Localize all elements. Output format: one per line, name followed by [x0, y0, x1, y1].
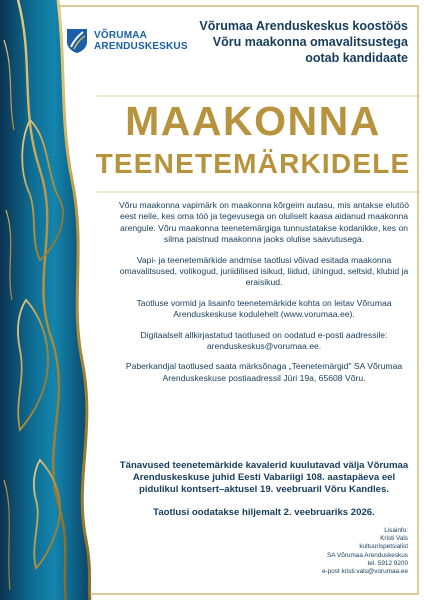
announcement: Tänavused teenetemärkide kavalerid kuulutavad välja Võrumaa Arenduskeskuse juhid Eesti Vabariigi 108. aastapäeva eel pidulikul kontsert–aktusel 19. veebruaril Võru Kandles.	[119, 460, 409, 496]
contact-name: Kristi Vals	[380, 535, 408, 543]
paragraph-email: Digitaalselt allkirjastatud taotlused on oodatud e-posti aadressile: arenduskeskus@vorumaa.ee.	[140, 329, 388, 352]
title-line-2: TEENETEMÄRKIDELE	[95, 148, 411, 179]
logo-line-1: VÕRUMAA	[94, 30, 148, 41]
paragraph-forms: Taotluse vormid ja lisainfo teenetemärkide kohta on leitav Võrumaa Arenduskeskuse kodulehelt (www.vorumaa.ee).	[136, 297, 392, 320]
body-text	[116, 200, 412, 393]
contact-phone: tel. 5912 9200	[367, 559, 408, 567]
paragraph-postal: Paberkandjal taotlused saata märksõnaga „Teenetemärgid" SA Võrumaa Arenduskeskuse postiaadressil Jüri 19a, 65608 Võru.	[125, 361, 403, 383]
deadline: Taotlusi oodatakse hiljemalt 2. veebruariks 2026.	[153, 506, 375, 518]
contact-info	[248, 527, 408, 576]
paragraph-intro: Võru maakonna vapimärk on maakonna kõrgeim autasu, mis antakse elutöö eest neile, kes oma töö ja tegevusega on oluliselt kaasa aidanud maakonna arengule. Võru maakonna teenetemärgiga tunnustatakse kodanikke, kes on silma paistnud maakonna jaoks olulise saavutusega.	[119, 200, 409, 245]
header	[178, 18, 408, 66]
title-block	[88, 90, 418, 194]
shield-icon	[66, 28, 88, 54]
header-line-2: Võru maakonna omavalitsustega	[212, 35, 408, 49]
highlight-text	[116, 460, 412, 529]
paragraph-applicants: Vapi- ja teenetemärkide andmise taotlusi võivad esitada maakonna omavalitsused, volikogud, juriidilised isikud, liidud, ühingud, seltsid, klubid ja eraisikud.	[119, 254, 409, 288]
title-line-1: MAAKONNA	[125, 98, 381, 144]
logo-text	[94, 30, 188, 52]
contact-email: e-post kristi.vals@vorumaa.ee	[321, 568, 408, 576]
logo	[66, 28, 188, 54]
header-line-3: ootab kandidaate	[305, 51, 408, 65]
contact-role: kultuurispetsialist	[359, 543, 408, 551]
header-line-1: Võrumaa Arenduskeskus koostöös	[199, 19, 408, 33]
contact-label: Lisainfo:	[384, 527, 408, 534]
logo-line-2: ARENDUSKESKUS	[94, 41, 188, 52]
contact-org: SA Võrumaa Arenduskeskus	[327, 551, 408, 559]
